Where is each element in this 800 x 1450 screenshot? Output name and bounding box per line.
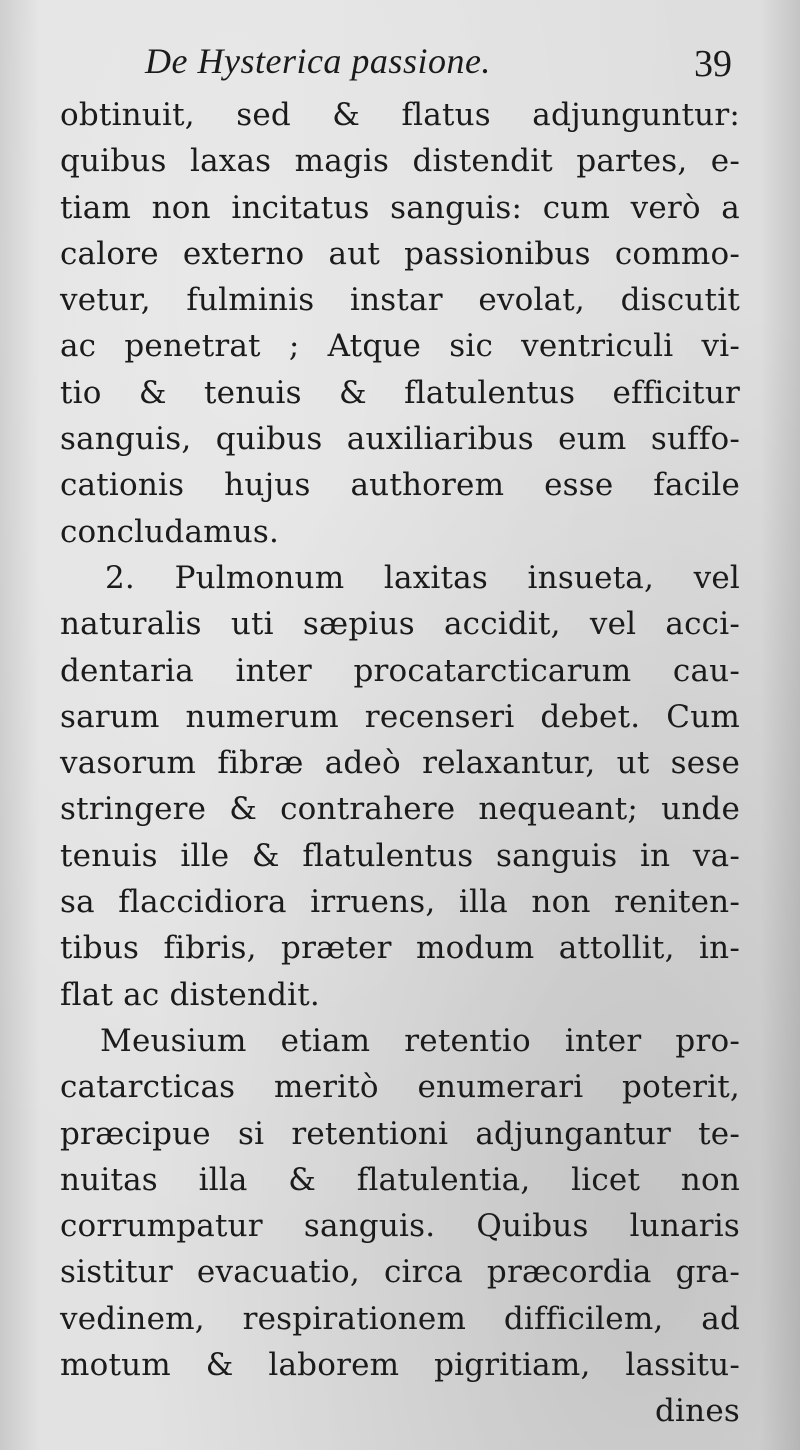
text-line: tio & tenuis & flatulentus efficitur xyxy=(60,374,740,411)
text-line: motum & laborem pigritiam, lassitu- xyxy=(60,1347,740,1384)
text-line: vedinem, respirationem difficilem, ad xyxy=(60,1300,740,1337)
paragraph-start-line: Meusium etiam retentio inter pro- xyxy=(100,1022,740,1059)
running-head: De Hysterica passione. xyxy=(145,41,491,81)
text-line: tenuis ille & flatulentus sanguis in va- xyxy=(60,837,740,874)
text-line: sa flaccidiora irruens, illa non reniten- xyxy=(60,884,740,921)
text-line: cationis hujus authorem esse facile xyxy=(60,467,740,504)
text-line: vetur, fulminis instar evolat, discutit xyxy=(60,282,740,319)
catchword: dines xyxy=(655,1393,740,1430)
text-line: nuitas illa & flatulentia, licet non xyxy=(60,1161,740,1198)
text-line: ac penetrat ; Atque sic ventriculi vi- xyxy=(60,328,740,365)
text-line: tiam non incitatus sanguis: cum verò a xyxy=(60,189,740,226)
paragraph-start-line: 2. Pulmonum laxitas insueta, vel xyxy=(105,559,740,596)
text-line: catarcticas meritò enumerari poterit, xyxy=(60,1069,740,1106)
text-line: calore externo aut passionibus commo- xyxy=(60,235,740,272)
text-line: sanguis, quibus auxiliaribus eum suffo- xyxy=(60,421,740,458)
text-line: naturalis uti sæpius accidit, vel acci- xyxy=(60,606,740,643)
text-line: flat ac distendit. xyxy=(60,976,320,1013)
text-line: dentaria inter procatarcticarum cau- xyxy=(60,652,740,689)
text-line: concludamus. xyxy=(60,513,280,550)
page-number: 39 xyxy=(694,43,732,85)
body-text xyxy=(60,92,740,1435)
text-line: corrumpatur sanguis. Quibus lunaris xyxy=(60,1208,740,1245)
text-line: tibus fibris, præter modum attollit, in- xyxy=(60,930,740,967)
text-line: sarum numerum recenseri debet. Cum xyxy=(60,698,740,735)
text-line: obtinuit, sed & flatus adjunguntur: xyxy=(60,97,740,133)
text-line: stringere & contrahere nequeant; unde xyxy=(60,791,740,828)
text-line: vasorum fibræ adeò relaxantur, ut sese xyxy=(60,745,740,782)
text-line: sistitur evacuatio, circa præcordia gra- xyxy=(60,1254,740,1291)
text-line: præcipue si retentioni adjungantur te- xyxy=(60,1115,740,1152)
text-line: quibus laxas magis distendit partes, e- xyxy=(60,143,740,180)
